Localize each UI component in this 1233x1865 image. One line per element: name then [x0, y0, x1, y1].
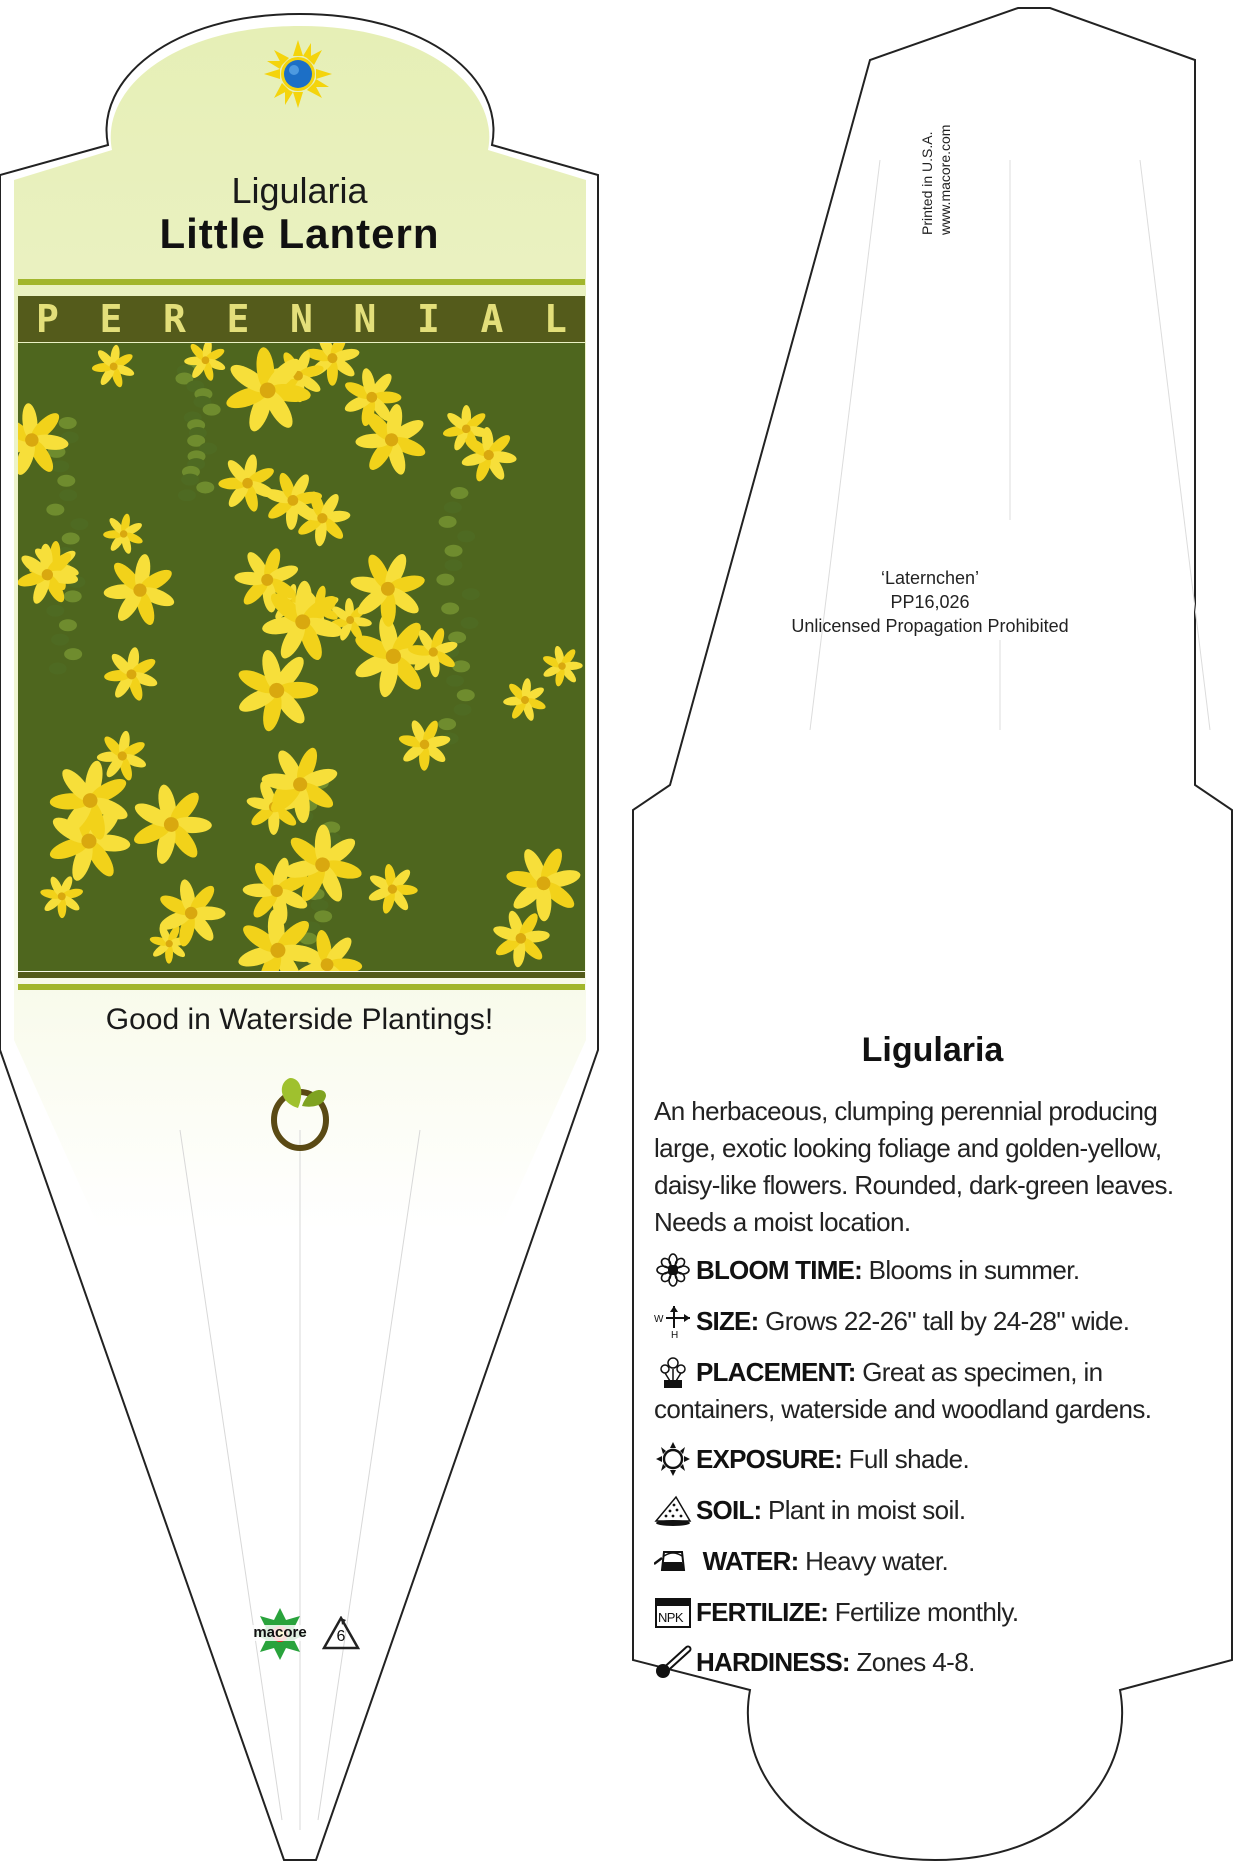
printed-in-usa: Printed in U.S.A. — [919, 131, 935, 235]
attr-value: Fertilize monthly. — [834, 1597, 1019, 1627]
size-icon-w: W — [654, 1314, 663, 1325]
plant-pot-icon — [654, 1355, 692, 1389]
attr-label: SIZE: — [696, 1306, 759, 1336]
back-title: Ligularia — [861, 1031, 1004, 1069]
npk-icon-text: NPK — [658, 1610, 683, 1625]
attr-value: Plant in moist soil. — [767, 1495, 966, 1525]
npk-bag-icon — [654, 1595, 692, 1629]
band-letter: L — [544, 297, 567, 341]
back-tag-outline — [633, 8, 1232, 1860]
attr-value: Blooms in summer. — [868, 1255, 1080, 1285]
patent-info — [700, 566, 1160, 638]
attr-value: Grows 22-26" tall by 24-28" wide. — [765, 1306, 1130, 1336]
attr-bloom-time — [654, 1252, 1194, 1289]
attr-value: Great as specimen, in containers, waterside and woodland gardens. — [654, 1357, 1152, 1424]
plant-description: An herbaceous, clumping perennial producing large, exotic looking foliage and golden-yellow, daisy-like flowers. Rounded, dark-green leaves. Needs a moist location. — [654, 1096, 1174, 1237]
macore-wordmark: macore — [244, 1625, 316, 1641]
website: www.macore.com — [937, 124, 953, 235]
flower-photo — [18, 343, 585, 971]
band-letter: E — [99, 297, 123, 341]
attr-water — [654, 1543, 1194, 1580]
seedling-logo-icon — [268, 1068, 332, 1152]
printed-info — [918, 95, 1118, 235]
band-letter: I — [417, 297, 440, 341]
soil-mound-icon — [654, 1493, 692, 1527]
band-letter: E — [226, 297, 250, 341]
perennial-band — [18, 296, 585, 342]
thermometer-icon — [654, 1645, 692, 1679]
propagation-notice: Unlicensed Propagation Prohibited — [791, 616, 1069, 636]
attr-value: Full shade. — [848, 1444, 970, 1474]
attr-label: SOIL: — [696, 1495, 762, 1525]
attr-placement — [654, 1354, 1194, 1428]
bottom-rule — [18, 984, 585, 990]
attr-label: FERTILIZE: — [696, 1597, 829, 1627]
sun-logo-icon — [262, 38, 334, 110]
trade-name: ‘Laternchen’ — [880, 568, 980, 588]
band-letter: P — [36, 297, 59, 341]
attr-label: WATER: — [702, 1546, 799, 1576]
watering-can-icon — [654, 1544, 692, 1578]
tagline: Good in Waterside Plantings! — [105, 1003, 494, 1036]
attr-label: EXPOSURE: — [696, 1444, 842, 1474]
band-letter: N — [353, 297, 377, 341]
flower-icon — [654, 1253, 692, 1287]
attr-label: PLACEMENT: — [696, 1357, 856, 1387]
attr-exposure — [654, 1441, 1194, 1478]
patent-number: PP16,026 — [890, 592, 970, 612]
recycle-code: 6 — [336, 1628, 346, 1645]
attr-size — [654, 1303, 1194, 1340]
band-letter: N — [290, 297, 313, 341]
band-letter: A — [480, 297, 504, 341]
attr-hardiness — [654, 1644, 1194, 1681]
top-rule — [18, 279, 585, 285]
macore-logo — [244, 1606, 316, 1662]
attr-soil — [654, 1492, 1194, 1529]
sun-outline-icon — [654, 1442, 692, 1476]
size-icon-h: H — [671, 1330, 678, 1338]
size-arrows-icon — [654, 1304, 692, 1338]
attr-value: Heavy water. — [805, 1546, 949, 1576]
attr-value: Zones 4-8. — [856, 1647, 975, 1677]
genus-name: Ligularia — [231, 170, 368, 211]
cultivar-name: Little Lantern — [159, 210, 440, 257]
attr-label: BLOOM TIME: — [696, 1255, 862, 1285]
attr-label: HARDINESS: — [696, 1647, 850, 1677]
attr-fertilize — [654, 1594, 1194, 1631]
band-letter: R — [163, 297, 186, 341]
